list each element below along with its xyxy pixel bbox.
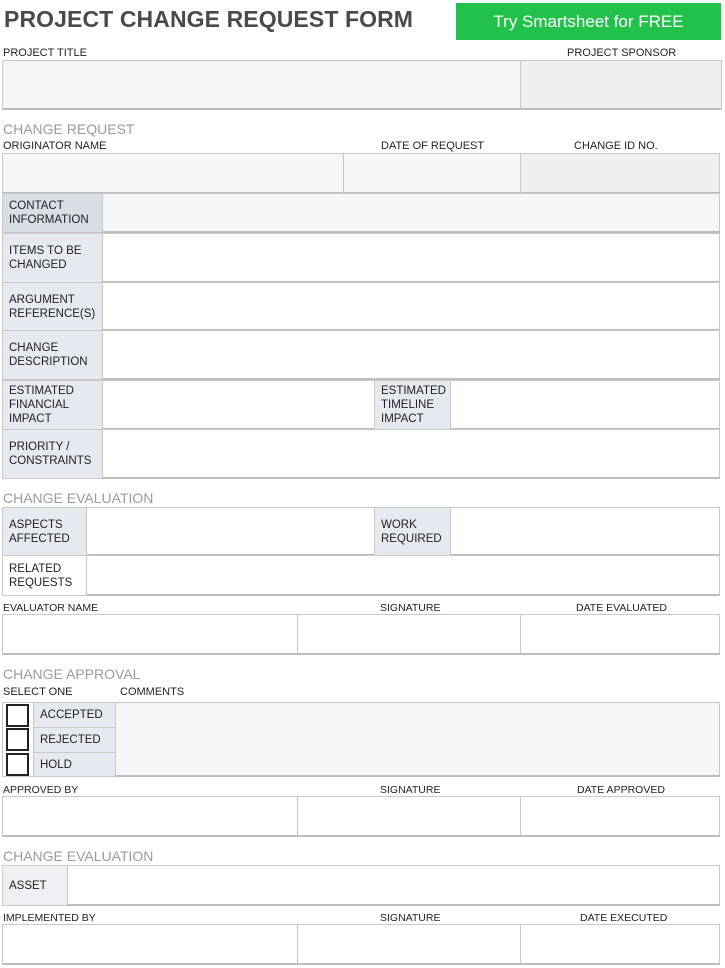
change-evaluation-heading: CHANGE EVALUATION: [3, 490, 154, 506]
select-one-label: SELECT ONE: [3, 686, 73, 698]
items-to-change-field[interactable]: [102, 233, 720, 283]
financial-impact-label: ESTIMATED FINANCIAL IMPACT: [2, 380, 103, 430]
hold-option: HOLD: [33, 752, 116, 777]
financial-impact-field[interactable]: [102, 380, 375, 430]
date-evaluated-field[interactable]: [520, 614, 720, 655]
date-of-request-field[interactable]: [343, 153, 521, 194]
evaluation-signature-field[interactable]: [297, 614, 521, 655]
implementation-heading: CHANGE EVALUATION: [3, 848, 154, 864]
project-sponsor-field[interactable]: [520, 60, 722, 110]
change-id-field[interactable]: [520, 153, 720, 194]
change-id-label: CHANGE ID NO.: [574, 140, 658, 152]
approved-by-field[interactable]: [2, 796, 298, 837]
timeline-impact-label: ESTIMATED TIMELINE IMPACT: [374, 380, 451, 430]
contact-info-label: CONTACT INFORMATION: [2, 193, 103, 233]
work-required-label: WORK REQUIRED: [374, 507, 451, 556]
originator-name-field[interactable]: [2, 153, 344, 194]
priority-constraints-label: PRIORITY / CONSTRAINTS: [2, 429, 103, 479]
evaluator-name-field[interactable]: [2, 614, 298, 655]
project-title-field[interactable]: [2, 60, 521, 110]
date-approved-field[interactable]: [520, 796, 720, 837]
related-requests-label: RELATED REQUESTS: [2, 555, 87, 596]
accepted-option: ACCEPTED: [33, 702, 116, 728]
argument-references-field[interactable]: [102, 282, 720, 331]
rejected-option: REJECTED: [33, 727, 116, 753]
comments-field[interactable]: [115, 702, 720, 777]
date-executed-label: DATE EXECUTED: [580, 912, 668, 924]
implemented-by-label: IMPLEMENTED BY: [3, 912, 96, 924]
date-of-request-label: DATE OF REQUEST: [381, 140, 485, 152]
approved-by-label: APPROVED BY: [3, 784, 79, 796]
hold-checkbox[interactable]: [6, 753, 29, 776]
try-smartsheet-button[interactable]: Try Smartsheet for FREE: [456, 3, 721, 40]
change-approval-heading: CHANGE APPROVAL: [3, 666, 141, 682]
date-executed-field[interactable]: [520, 924, 720, 965]
accepted-checkbox[interactable]: [6, 704, 29, 727]
timeline-impact-field[interactable]: [450, 380, 720, 430]
date-approved-label: DATE APPROVED: [577, 784, 665, 796]
argument-references-label: ARGUMENT REFERENCE(S): [2, 282, 103, 331]
aspects-affected-label: ASPECTS AFFECTED: [2, 507, 87, 556]
related-requests-field[interactable]: [86, 555, 720, 596]
contact-info-field[interactable]: [102, 193, 720, 233]
date-evaluated-label: DATE EVALUATED: [576, 602, 668, 614]
items-to-change-label: ITEMS TO BE CHANGED: [2, 233, 103, 283]
implemented-by-field[interactable]: [2, 924, 298, 965]
comments-label: COMMENTS: [120, 686, 185, 698]
implementation-signature-label: SIGNATURE: [380, 912, 441, 924]
approval-signature-label: SIGNATURE: [380, 784, 441, 796]
asset-label: ASSET: [2, 865, 68, 906]
project-sponsor-label: PROJECT SPONSOR: [567, 47, 677, 59]
priority-constraints-field[interactable]: [102, 429, 720, 479]
change-request-heading: CHANGE REQUEST: [3, 121, 135, 137]
approval-signature-field[interactable]: [297, 796, 521, 837]
evaluator-name-label: EVALUATOR NAME: [3, 602, 99, 614]
aspects-affected-field[interactable]: [86, 507, 375, 556]
evaluation-signature-label: SIGNATURE: [380, 602, 441, 614]
change-description-label: CHANGE DESCRIPTION: [2, 330, 103, 380]
change-description-field[interactable]: [102, 330, 720, 380]
asset-field[interactable]: [67, 865, 720, 906]
project-title-label: PROJECT TITLE: [3, 47, 87, 59]
rejected-checkbox[interactable]: [6, 728, 29, 751]
originator-name-label: ORIGINATOR NAME: [3, 140, 107, 152]
page-title: PROJECT CHANGE REQUEST FORM: [4, 6, 414, 32]
work-required-field[interactable]: [450, 507, 720, 556]
implementation-signature-field[interactable]: [297, 924, 521, 965]
